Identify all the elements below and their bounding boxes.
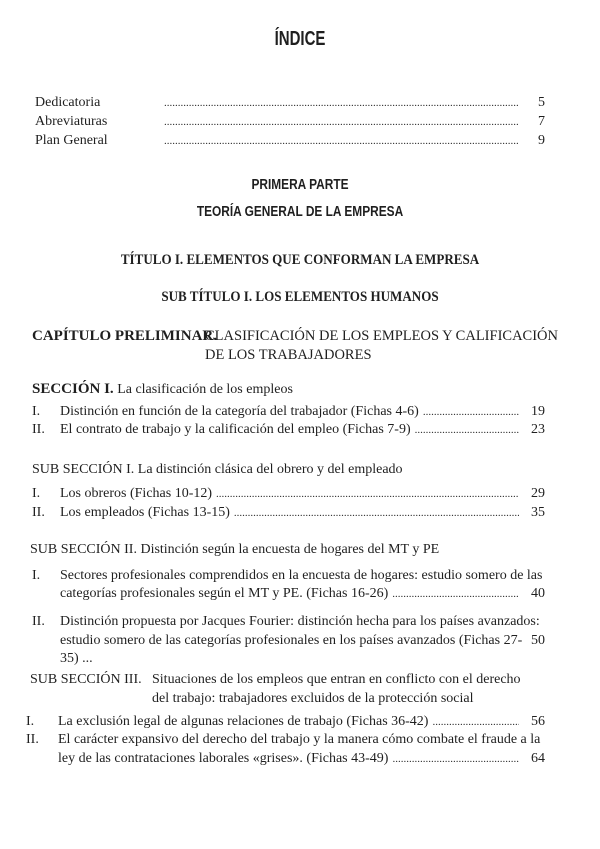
subseccion-heading: SUB SECCIÓN II. Distinción según la encuesta de hogares del MT y PE <box>30 542 440 557</box>
entry-text-line1: El carácter expansivo del derecho del trabajo y la manera cómo combate el fraude a la <box>58 732 541 747</box>
entry-text-line2: categorías profesionales según el MT y PE. (Fichas 16-26) <box>60 586 389 601</box>
entry-text-line2: ley de las contrataciones laborales «grises». (Fichas 43-49) <box>58 751 389 766</box>
toc-entry <box>60 585 545 603</box>
capitulo-label: CAPÍTULO PRELIMINAR. <box>32 328 218 344</box>
page-number: 9 <box>538 133 545 148</box>
toc-entry <box>58 713 545 731</box>
item-numeral: I. <box>32 404 41 419</box>
leader-dots <box>392 750 519 768</box>
toc-entry <box>60 403 545 421</box>
page-number: 40 <box>531 586 545 601</box>
page-number: 19 <box>531 404 545 419</box>
toc-entry <box>60 504 545 522</box>
toc-entry <box>60 485 545 503</box>
item-numeral: II. <box>32 614 45 629</box>
entry-text: La exclusión legal de algunas relaciones de trabajo (Fichas 36-42) <box>58 714 429 729</box>
item-numeral: I. <box>32 486 41 501</box>
page-number: 50 <box>531 633 545 648</box>
entry-text: Los obreros (Fichas 10-12) <box>60 486 213 501</box>
entry-label: Plan General <box>35 133 108 148</box>
subtitulo-heading: SUB TÍTULO I. LOS ELEMENTOS HUMANOS <box>161 289 439 305</box>
subseccion-title-line2: del trabajo: trabajadores excluidos de la protección social <box>152 691 474 706</box>
page-number: 64 <box>531 751 545 766</box>
page-number: 7 <box>538 114 545 129</box>
seccion-heading <box>32 380 293 399</box>
capitulo-title-line2: DE LOS TRABAJADORES <box>205 347 372 363</box>
leader-dots <box>164 94 519 112</box>
page-number: 35 <box>531 505 545 520</box>
leader-dots <box>216 485 519 503</box>
toc-entry <box>35 132 545 150</box>
item-numeral: II. <box>32 422 45 437</box>
entry-text-line1: Sectores profesionales comprendidos en la encuesta de hogares: estudio somero de las <box>60 568 543 583</box>
page-title: ÍNDICE <box>274 28 326 50</box>
subseccion-heading: SUB SECCIÓN I. La distinción clásica del obrero y del empleado <box>32 462 403 477</box>
part-heading: PRIMERA PARTE <box>251 177 349 193</box>
page-number: 56 <box>531 714 545 729</box>
page-number: 5 <box>538 95 545 110</box>
toc-entry <box>60 632 545 668</box>
entry-label: Abreviaturas <box>35 114 108 129</box>
seccion-label: SECCIÓN I. <box>32 381 114 397</box>
item-numeral: II. <box>26 732 39 747</box>
titulo-heading: TÍTULO I. ELEMENTOS QUE CONFORMAN LA EMPRESA <box>120 252 480 268</box>
leader-dots <box>164 132 519 150</box>
leader-dots <box>234 504 519 522</box>
toc-entry <box>60 421 545 439</box>
toc-entry <box>35 94 545 112</box>
entry-text-line2: estudio somero de las categorías profesionales en los países avanzados (Fichas 27-35) ... <box>60 633 523 666</box>
toc-entry <box>58 750 545 768</box>
leader-dots <box>164 113 519 131</box>
item-numeral: I. <box>26 714 35 729</box>
entry-text-line1: Distinción propuesta por Jacques Fourier: distinción hecha para los países avanzados: <box>60 614 540 629</box>
entry-text: El contrato de trabajo y la calificación del empleo (Fichas 7-9) <box>60 422 411 437</box>
subseccion-label: SUB SECCIÓN III. <box>30 672 142 687</box>
item-numeral: II. <box>32 505 45 520</box>
subseccion-title-line1: Situaciones de los empleos que entran en conflicto con el derecho <box>152 672 521 687</box>
entry-label: Dedicatoria <box>35 95 101 110</box>
seccion-title: La clasificación de los empleos <box>117 382 293 397</box>
page-number: 29 <box>531 486 545 501</box>
entry-text: Los empleados (Fichas 13-15) <box>60 505 230 520</box>
leader-dots <box>432 713 519 731</box>
leader-dots <box>423 403 519 421</box>
capitulo-title-line1: CLASIFICACIÓN DE LOS EMPLEOS Y CALIFICACIÓN <box>205 328 558 344</box>
part-title: TEORÍA GENERAL DE LA EMPRESA <box>196 204 404 220</box>
item-numeral: I. <box>32 568 41 583</box>
toc-entry <box>35 113 545 131</box>
page-number: 23 <box>531 422 545 437</box>
leader-dots <box>415 421 519 439</box>
entry-text: Distinción en función de la categoría del trabajador (Fichas 4-6) <box>60 404 419 419</box>
leader-dots <box>392 585 519 603</box>
